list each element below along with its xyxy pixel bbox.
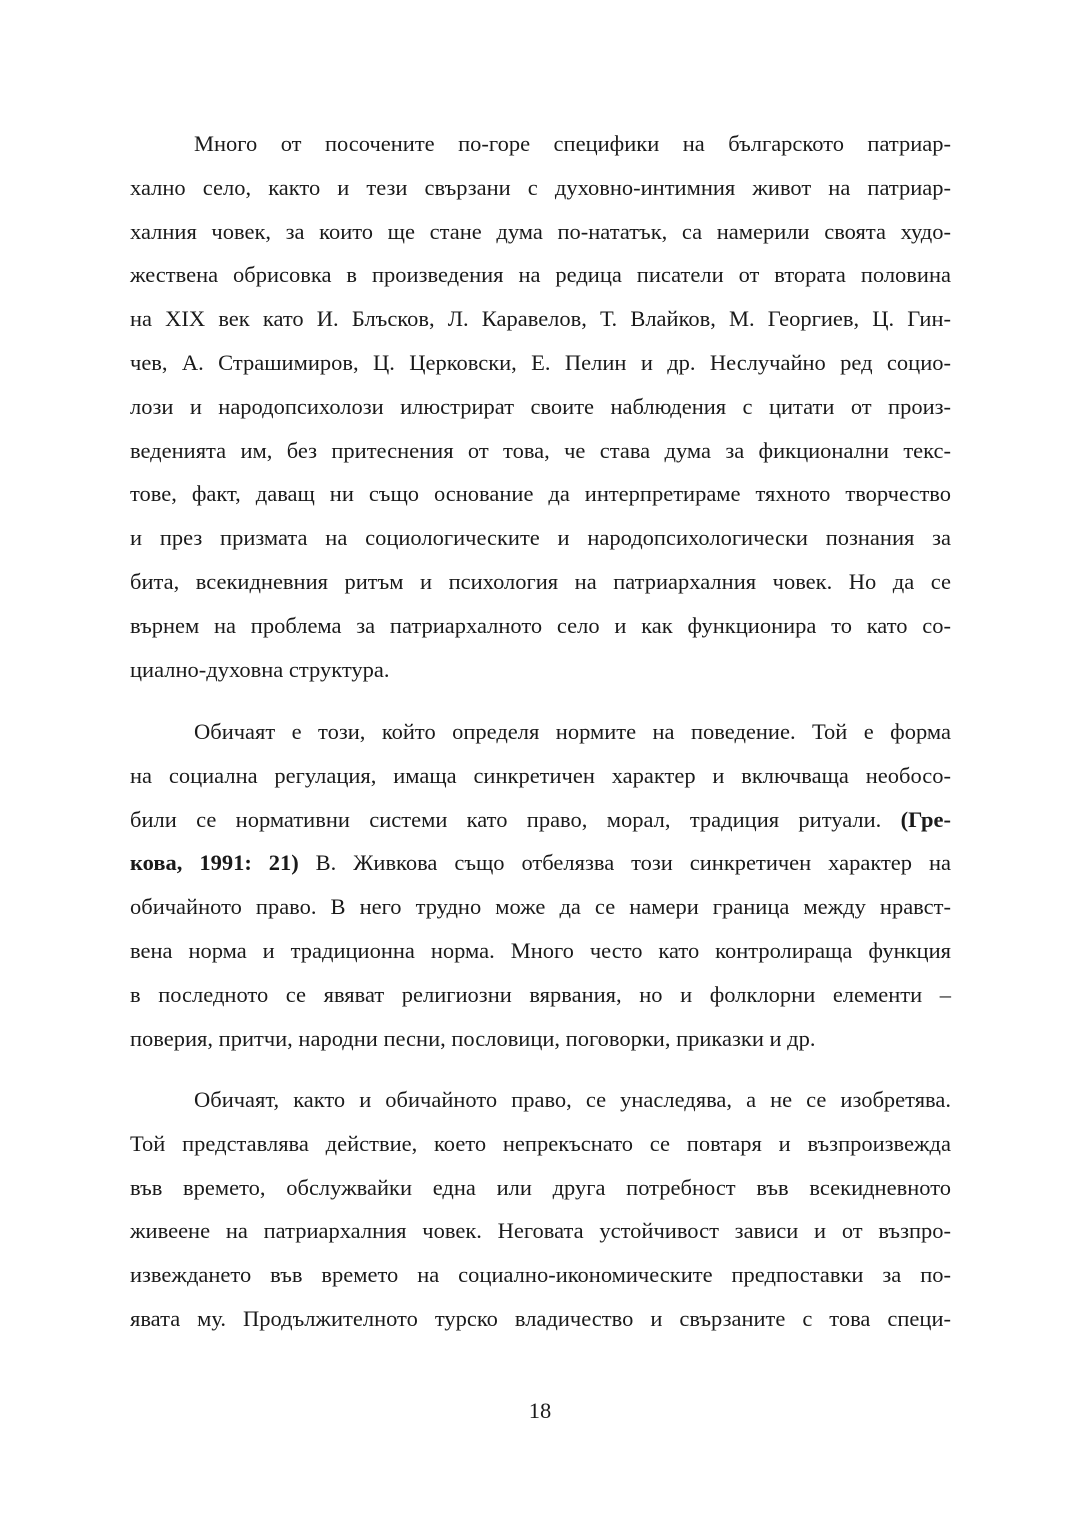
text-line-with-citation <box>130 798 951 842</box>
citation-bold: (Гре- <box>900 806 951 832</box>
text-line: жествена обрисовка в произведения на редица писатели от втората половина <box>130 262 951 288</box>
text-line: лози и народопсихолози илюстрират своите наблюдения с цитати от произ- <box>130 393 951 419</box>
page-number: 18 <box>528 1398 552 1423</box>
text-line: чев, А. Страшимиров, Ц. Церковски, Е. Пелин и др. Неслучайно ред социо- <box>130 349 951 375</box>
text-line: тове, факт, даващ ни също основание да интерпретираме тяхното творчество <box>130 481 951 507</box>
text-line: извеждането във времето на социално-икономическите предпоставки за по- <box>130 1262 951 1288</box>
text-segment: били се нормативни системи като право, морал, традиция ритуали. <box>130 806 882 832</box>
paragraph-1 <box>130 122 951 691</box>
text-line: веденията им, без притеснения от това, че става дума за фикционални текс- <box>130 437 951 463</box>
text-line: Обичаят, както и обичайното право, се унаследява, а не се изобретява. <box>194 1087 951 1112</box>
text-line: бита, всекидневния ритъм и психология на патриархалния човек. Но да се <box>130 568 951 594</box>
text-segment: В. Живкова също отбелязва този синкретичен характер на <box>315 850 951 876</box>
text-line: Обичаят е този, който определя нормите на поведение. Той е форма <box>194 719 951 744</box>
text-line: на XIX век като И. Блъсков, Л. Каравелов, Т. Влайков, М. Георгиев, Ц. Гин- <box>130 306 951 332</box>
text-line: в последното се явяват религиозни вярвания, но и фолклорни елементи – <box>130 981 951 1007</box>
text-line: живеене на патриархалния човек. Неговата устойчивост зависи и от възпро- <box>130 1218 951 1244</box>
text-line: халния човек, за които ще стане дума по-нататък, са намерили своята худо- <box>130 218 951 244</box>
text-line: и през призмата на социологическите и народопсихологически познания за <box>130 525 951 551</box>
text-line: хално село, както и тези свързани с духовно-интимния живот на патриар- <box>130 174 951 200</box>
paragraph-3 <box>130 1078 951 1341</box>
text-line: Много от посочените по-горе специфики на българското патриар- <box>194 131 951 156</box>
text-line: на социална регулация, имаща синкретичен характер и включваща необосо- <box>130 762 951 788</box>
text-line: вена норма и традиционна норма. Много често като контролираща функция <box>130 937 951 963</box>
paragraph-2 <box>130 710 951 1060</box>
citation-bold: кова, 1991: 21) <box>130 850 299 876</box>
text-line: поверия, притчи, народни песни, пословици, поговорки, приказки и др. <box>130 1025 816 1051</box>
text-line: циално-духовна структура. <box>130 656 390 682</box>
text-line: Той представлява действие, което непрекъснато се повтаря и възпроизвежда <box>130 1130 951 1156</box>
text-line: явата му. Продължителното турско владичество и свързаните с това специ- <box>130 1305 951 1331</box>
text-line: обичайното право. В него трудно може да се намери граница между нравст- <box>130 894 951 920</box>
text-line-with-citation <box>130 841 951 885</box>
text-line: върнем на проблема за патриархалното село и как функционира то като со- <box>130 612 951 638</box>
text-line: във времето, обслужвайки една или друга потребност във всекидневното <box>130 1174 951 1200</box>
